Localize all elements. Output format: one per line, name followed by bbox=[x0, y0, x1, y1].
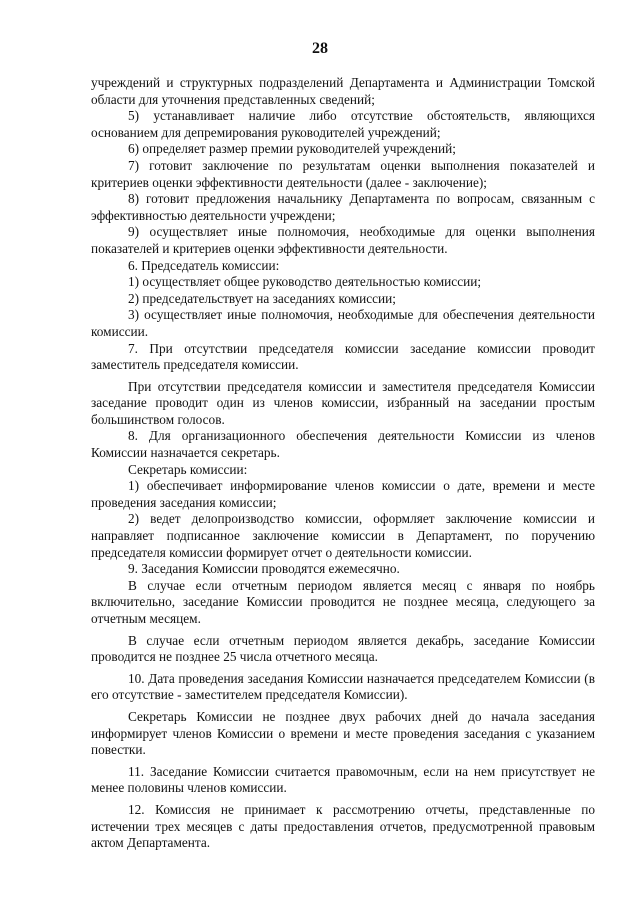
document-paragraph: При отсутствии председателя комиссии и заместителя председателя Комиссии заседание проводит один из членов комиссии, избранный на заседании простым большинством голосов. bbox=[91, 378, 595, 427]
document-paragraph: 11. Заседание Комиссии считается правомочным, если на нем присутствует не менее половины членов комиссии. bbox=[91, 763, 595, 796]
document-paragraph: 8. Для организационного обеспечения деятельности Комиссии из членов Комиссии назначается секретарь. bbox=[91, 428, 595, 461]
document-paragraph: 2) председательствует на заседаниях комиссии; bbox=[128, 290, 396, 306]
document-paragraph: 1) обеспечивает информирование членов комиссии о дате, времени и месте проведения заседания комиссии; bbox=[91, 478, 595, 510]
document-paragraph: Секретарь Комиссии не позднее двух рабочих дней до начала заседания информирует членов Комиссии о времени и месте проведения заседания с указанием повестки. bbox=[91, 708, 595, 758]
document-paragraph: В случае если отчетным периодом является месяц с января по ноябрь включительно, заседание Комиссии проводится не позднее месяца, следующего за отчетным месяцем. bbox=[91, 577, 595, 626]
document-paragraph: учреждений и структурных подразделений Департамента и Администрации Томской области для уточнения представленных сведений; bbox=[91, 75, 595, 107]
document-paragraph: 7) готовит заключение по результатам оценки выполнения показателей и критериев оценки эффективности деятельности (далее - заключение); bbox=[91, 157, 595, 190]
document-paragraph: 6) определяет размер премии руководителей учреждений; bbox=[128, 141, 456, 157]
document-paragraph: 9) осуществляет иные полномочия, необходимые для оценки выполнения показателей и критериев оценки эффективности деятельности. bbox=[91, 224, 595, 256]
document-paragraph: 2) ведет делопроизводство комиссии, оформляет заключение комиссии и направляет подписанное заключение комиссии в Департамент, по поручению председателя комиссии формирует отчет о деятельности комиссии. bbox=[91, 511, 595, 560]
document-paragraph: 6. Председатель комиссии: bbox=[128, 257, 280, 273]
document-body bbox=[91, 75, 595, 852]
document-paragraph: 7. При отсутствии председателя комиссии заседание комиссии проводит заместитель председателя комиссии. bbox=[91, 340, 595, 373]
document-paragraph: 1) осуществляет общее руководство деятельностью комиссии; bbox=[128, 274, 482, 290]
document-paragraph: 5) устанавливает наличие либо отсутствие обстоятельств, являющихся основанием для депремирования руководителей учреждений; bbox=[91, 108, 595, 140]
document-paragraph: 3) осуществляет иные полномочия, необходимые для обеспечения деятельности комиссии. bbox=[91, 307, 595, 339]
document-paragraph: В случае если отчетным периодом является декабрь, заседание Комиссии проводится не позднее 25 числа отчетного месяца. bbox=[91, 632, 595, 665]
document-paragraph: 12. Комиссия не принимает к рассмотрению отчеты, представленные по истечении трех месяцев с даты предоставления отчетов, предусмотренной правовым актом Департамента. bbox=[91, 801, 595, 851]
document-paragraph: 8) готовит предложения начальнику Департамента по вопросам, связанным с эффективностью деятельности учреждени; bbox=[91, 191, 595, 223]
document-paragraph: Секретарь комиссии: bbox=[128, 461, 248, 477]
document-paragraph: 10. Дата проведения заседания Комиссии назначается председателем Комиссии (в его отсутствие - заместителем председателя Комиссии). bbox=[91, 670, 595, 703]
page-number: 28 bbox=[312, 40, 328, 57]
document-paragraph: 9. Заседания Комиссии проводятся ежемесячно. bbox=[128, 561, 400, 577]
